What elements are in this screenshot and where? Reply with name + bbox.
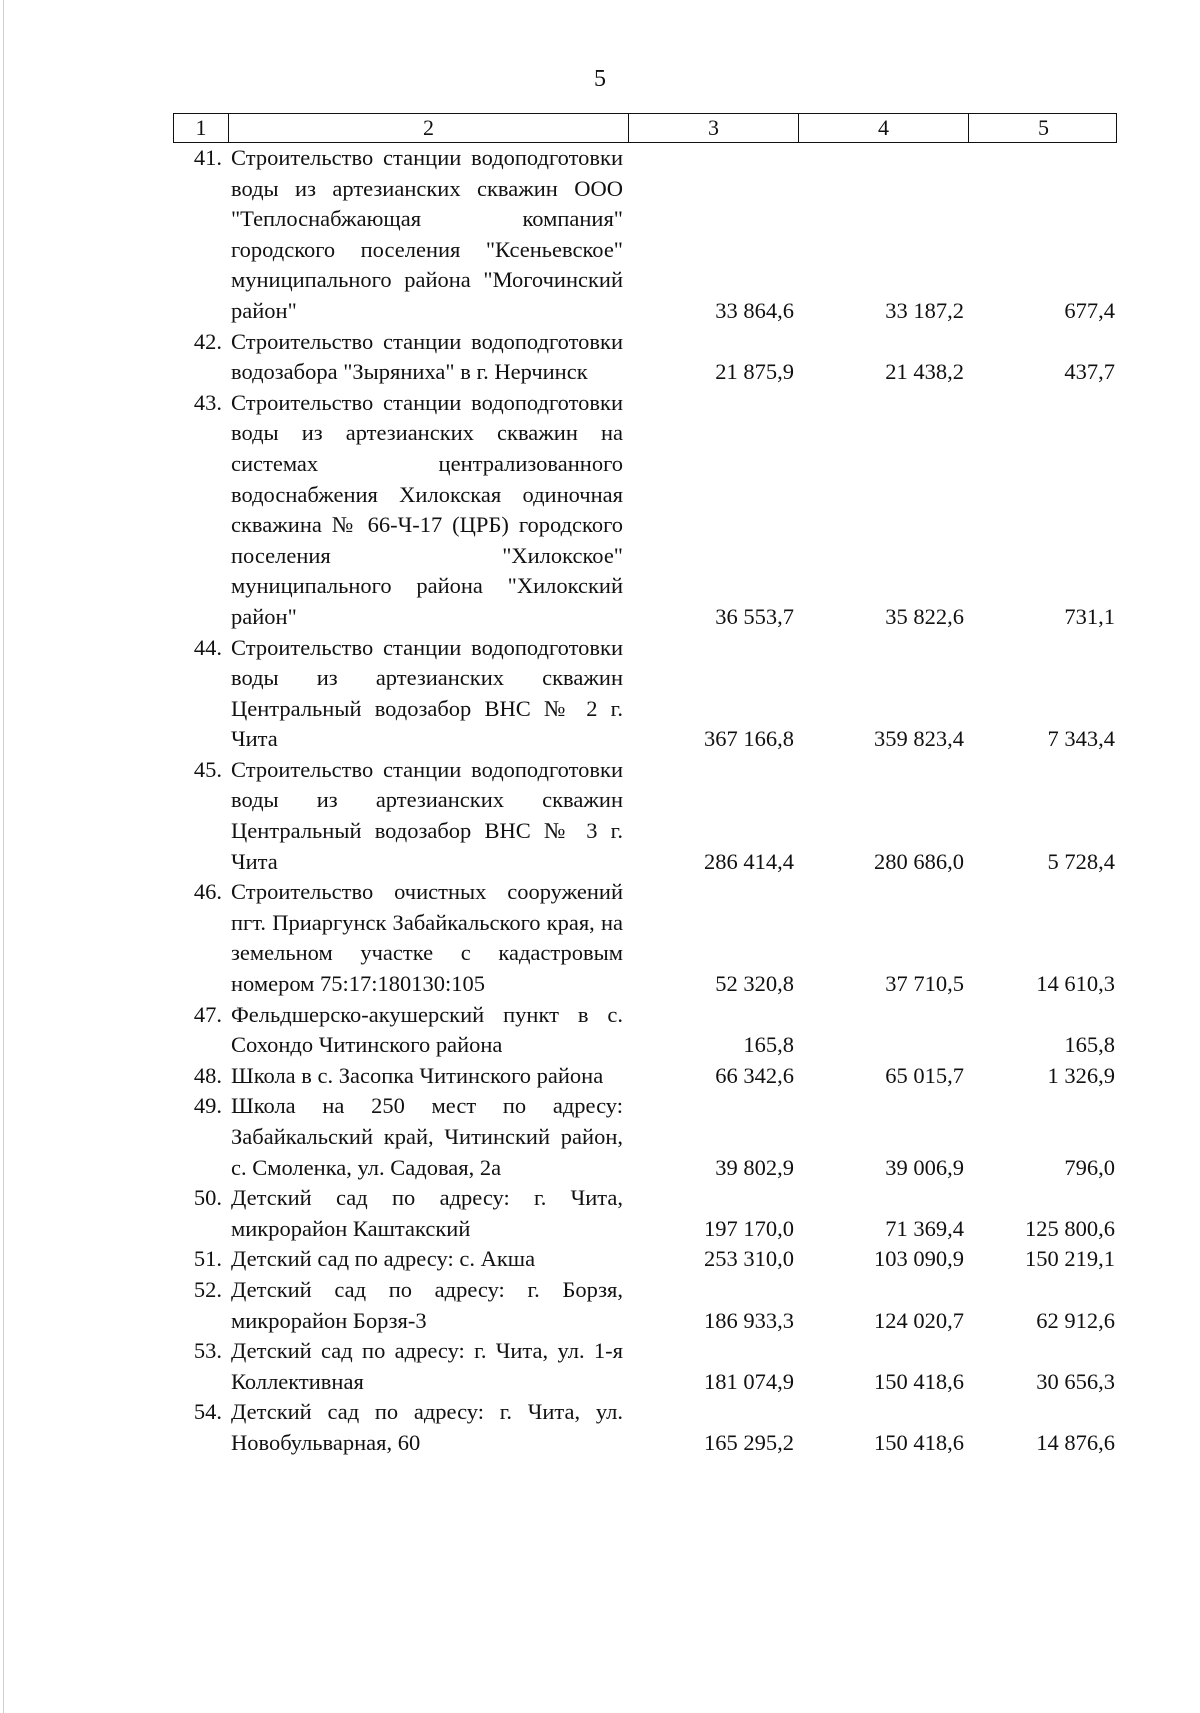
object-name: Детский сад по адресу: г. Чита, микрорайон Каштакский [231,1185,623,1241]
object-name: Строительство очистных сооружений пгт. Приаргунск Забайкальского края, на земельном участке с кадастровым номером 75:17:180130:105 [231,879,623,997]
header-col-5: 5 [1038,115,1049,140]
value-total: 181 074,9 [704,1368,794,1394]
value-total: 36 553,7 [715,603,794,629]
value-col-4: 21 438,2 [885,359,964,385]
value-total: 367 166,8 [704,726,794,752]
object-name: Детский сад по адресу: с. Акша [231,1246,536,1272]
object-name: Школа на 250 мест по адресу: Забайкальский край, Читинский район, с. Смоленка, ул. Садовая, 2а [231,1093,623,1180]
row-number: 46. [193,879,222,905]
value-col-5: 1 326,9 [1047,1062,1115,1088]
table-row [173,1397,1117,1458]
value-total: 197 170,0 [704,1215,794,1241]
object-name: Школа в с. Засопка Читинского района [231,1062,604,1088]
header-col-4: 4 [799,114,969,142]
value-col-4: 35 822,6 [885,603,964,629]
object-name: Детский сад по адресу: г. Чита, ул. 1-я Коллективная [231,1338,623,1394]
value-total: 286 414,4 [704,848,794,874]
value-col-5: 30 656,3 [1036,1368,1115,1394]
object-name: Строительство станции водоподготовки водозабора "Зыряниха" в г. Нерчинск [231,328,623,385]
value-total: 253 310,0 [704,1246,794,1272]
table-row [173,1183,1117,1244]
value-col-4: 150 418,6 [874,1368,964,1394]
value-col-5: 62 912,6 [1036,1307,1115,1333]
value-col-4: 359 823,4 [874,726,964,752]
table-row [173,327,1117,388]
row-number: 42. [193,328,222,354]
value-total: 66 342,6 [715,1062,794,1088]
table-row [173,1000,1117,1061]
value-col-4: 65 015,7 [885,1062,964,1088]
value-col-4: 71 369,4 [885,1215,964,1241]
table-row [173,1061,1117,1092]
row-number: 45. [193,756,222,782]
table-row [173,755,1117,877]
header-col-2: 2 [229,114,629,142]
value-col-5: 14 876,6 [1036,1429,1115,1455]
table-row [173,877,1117,999]
object-name: Детский сад по адресу: г. Чита, ул. Новобульварная, 60 [231,1399,623,1455]
object-name: Строительство станции водоподготовки воды из артезианских скважин Центральный водозабор ВНС № 3 г. Чита [231,756,623,874]
value-total: 165,8 [743,1032,794,1058]
row-number: 49. [193,1093,222,1119]
object-name: Детский сад по адресу: г. Борзя, микрорайон Борзя-3 [231,1276,623,1333]
value-col-5: 165,8 [1064,1032,1115,1058]
value-col-4: 280 686,0 [874,848,964,874]
table-row [173,143,1117,327]
table-row [173,1244,1117,1275]
value-col-5: 437,7 [1064,359,1115,385]
value-total: 39 802,9 [715,1154,794,1180]
value-total: 186 933,3 [704,1307,794,1333]
value-col-5: 14 610,3 [1036,971,1115,997]
row-number: 53. [193,1338,222,1364]
row-number: 43. [193,389,222,415]
table-row [173,1275,1117,1336]
table-row [173,1091,1117,1183]
scan-edge-line [3,0,4,1713]
budget-table [173,113,1117,1459]
value-col-5: 125 800,6 [1025,1215,1115,1241]
value-col-5: 796,0 [1064,1154,1115,1180]
row-number: 52. [193,1276,222,1302]
value-total: 21 875,9 [715,359,794,385]
page-number: 5 [594,66,606,92]
value-col-5: 731,1 [1064,603,1115,629]
table-row [173,1336,1117,1397]
value-col-4: 103 090,9 [874,1246,964,1272]
row-number: 50. [193,1185,222,1211]
header-col-3: 3 [629,114,799,142]
value-col-4: 33 187,2 [885,297,964,323]
row-number: 54. [193,1399,222,1425]
object-name: Строительство станции водоподготовки воды из артезианских скважин на системах централизованного водоснабжения Хилокская одиночная скважина № 66-Ч-17 (ЦРБ) городского поселения "Хилокское" муниципального района "Хилокский район" [231,389,623,629]
row-number: 41. [193,145,222,170]
value-col-4: 124 020,7 [874,1307,964,1333]
row-number: 48. [193,1062,222,1088]
header-col-1: 1 [174,114,229,142]
row-number: 47. [193,1001,222,1027]
value-col-4: 37 710,5 [885,971,964,997]
table-header [173,113,1117,143]
row-number: 51. [193,1246,222,1272]
value-total: 52 320,8 [715,971,794,997]
object-name: Строительство станции водоподготовки воды из артезианских скважин ООО "Теплоснабжающая компания" городского поселения "Ксеньевское" муниципального района "Могочинский район" [231,145,623,323]
value-total: 33 864,6 [715,297,794,323]
value-col-5: 7 343,4 [1047,726,1115,752]
value-col-4: 39 006,9 [885,1154,964,1180]
row-number: 44. [193,634,222,660]
object-name: Строительство станции водоподготовки воды из артезианских скважин Центральный водозабор ВНС № 2 г. Чита [231,634,623,752]
value-col-4: 150 418,6 [874,1429,964,1455]
value-col-5: 150 219,1 [1025,1246,1115,1272]
value-total: 165 295,2 [704,1429,794,1455]
value-col-4 [798,1000,968,1061]
table-row [173,633,1117,755]
table-row [173,388,1117,633]
value-col-5: 677,4 [1064,297,1115,323]
value-col-5: 5 728,4 [1047,848,1115,874]
object-name: Фельдшерско-акушерский пункт в с. Сохондо Читинского района [231,1001,623,1058]
